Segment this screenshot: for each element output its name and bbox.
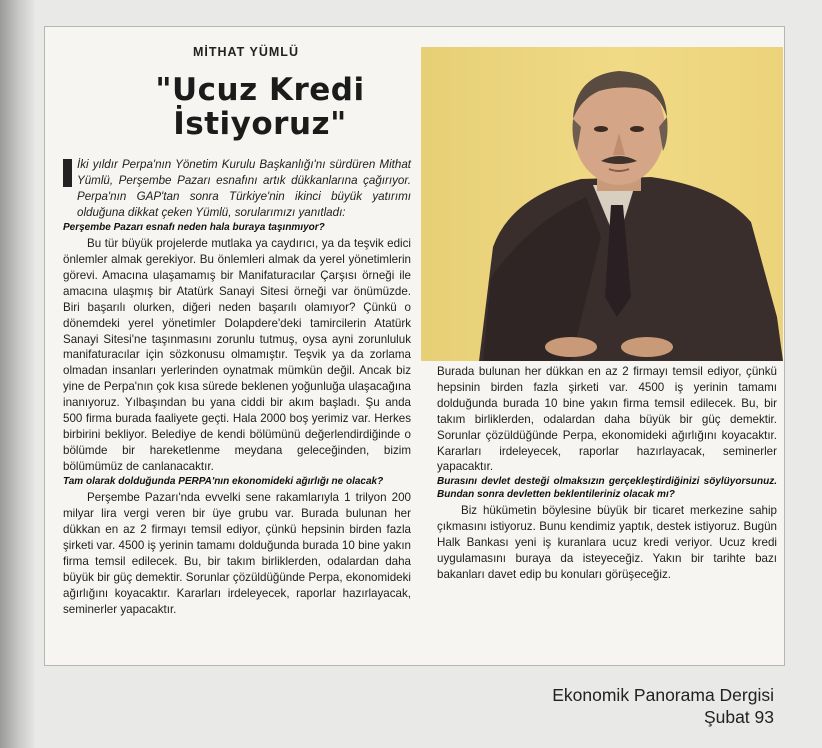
article-column-right — [437, 364, 777, 583]
headline: "Ucuz Kredi İstiyoruz" — [155, 72, 365, 142]
interview-question-3: Burasını devlet desteği olmaksızın gerçekleştirdiğinizi söylüyorsunuz. Bundan sonra devletten beklentileriniz olacak mı? — [437, 476, 777, 500]
interview-question-2: Tam olarak dolduğunda PERPA'nın ekonomideki ağırlığı ne olacak? — [63, 475, 384, 487]
drop-cap-mark — [63, 159, 72, 187]
newspaper-clipping — [44, 26, 785, 666]
interview-answer-2: Perşembe Pazarı'nda evvelki sene rakamlarıyla 1 trilyon 200 milyar lira vergi veren bir üye grubu var. Burada bulunan her dükkan en az 2 firmayı temsil ediyor, çünkü hepsinin birden fazla şirketi var. 4500 iş yerinin tamamı dolduğunda burada 10 bine yakın firma temsil edilecek. Bu, bir takım birliklerden, odalardan daha büyük bir güç demektir. Sorunlar çözüldüğünde Perpa, ekonomideki ağırlığını koyacaktır. Kararları irdeleyecek, raporlar hazırlayacak, seminerler yapacaktır. — [63, 491, 411, 616]
portrait-illustration — [421, 47, 783, 361]
interview-answer-2-continued: Burada bulunan her dükkan en az 2 firmayı temsil ediyor, çünkü hepsinin birden fazla şirketi var. 4500 iş yerinin tamamı dolduğunda burada 10 bine yakın firma temsil edilecek. Bu, bir takım birliklerden, odalardan daha büyük bir güç demektir. Sorunlar çözüldüğünde Perpa, ekonomideki ağırlığını koyacaktır. Kararları irdeleyecek, raporlar hazırlayacak, seminerler yapacaktır. — [437, 365, 777, 474]
lead-text: İki yıldır Perpa'nın Yönetim Kurulu Başkanlığı'nı sürdüren Mithat Yümlü, Perşembe Pazarı esnafını artık dükkanlarına çağırıyor. Perpa'nın GAP'tan sonra Türkiye'nin ikinci büyük yatırımı olduğuna dikkat çeken Yümlü, sorularımızı yanıtladı: — [77, 158, 411, 219]
magazine-name: Ekonomik Panorama Dergisi — [552, 685, 774, 705]
page-gutter-shadow — [0, 0, 34, 748]
interview-question-1: Perşembe Pazarı esnafı neden hala buraya taşınmıyor? — [63, 221, 325, 233]
source-caption — [494, 684, 774, 728]
issue-date: Şubat 93 — [703, 707, 774, 727]
interview-answer-1: Bu tür büyük projelerde mutlaka ya caydırıcı, ya da teşvik edici önlemler almak gerekiyor. Bu önlemleri almak da yerel yönetimlerin görevi. Amacına ulaşamamış bir Manifaturacılar Çarşısı örneği ile amacına ulaşmış bir Atatürk Sanayi Sitesi örneği var önümüzde. Biri başarılı olurken, diğeri neden başarılı olamıyor? Çünkü o dönemdeki yerel yönetimler Dolapdere'deki tamircilerin Atatürk Sanayi Sitesi'ne taşınmasını zorunlu tutmuş, oysa ayni zorunluluk manifaturacılar için sözkonusu olmamıştır. Teşvik ya da zorlama olmadan insanları yerlerinden oynatmak mümkün değil. Ancak biz yine de Perpa'nın çok kısa sürede beklenen yoğunluğa ulaşacağına inanıyoruz. Yılbaşından bu yana ciddi bir akım başladı. Şu anda 500 firma burada faaliyete geçti. Hala 2000 boş yerimiz var. Herkes birbirini bekliyor. Belediye de kendi bölümünü değerlendirdiğinde o bölümde bir hareketlenme meydana geleceğinden, bizim bölümümüz de canlanacaktır. — [63, 237, 411, 473]
portrait-photo — [421, 47, 783, 361]
interview-answer-3: Biz hükümetin böylesine büyük bir ticaret merkezine sahip çıkmasını istiyoruz. Bunu kendimiz yaptık, destek istiyoruz. Bugün Halk Bankası yeni iş kuranlara ucuz kredi veriyor. Ucuz kredi uygulamasını buraya da isteyeceğiz. Yakın bir tarihte bazı bakanları davet edip bu konuları görüşeceğiz. — [437, 504, 777, 581]
article-column-left — [63, 157, 411, 616]
byline: MİTHAT YÜMLÜ — [193, 45, 299, 59]
lead-paragraph — [63, 157, 411, 221]
